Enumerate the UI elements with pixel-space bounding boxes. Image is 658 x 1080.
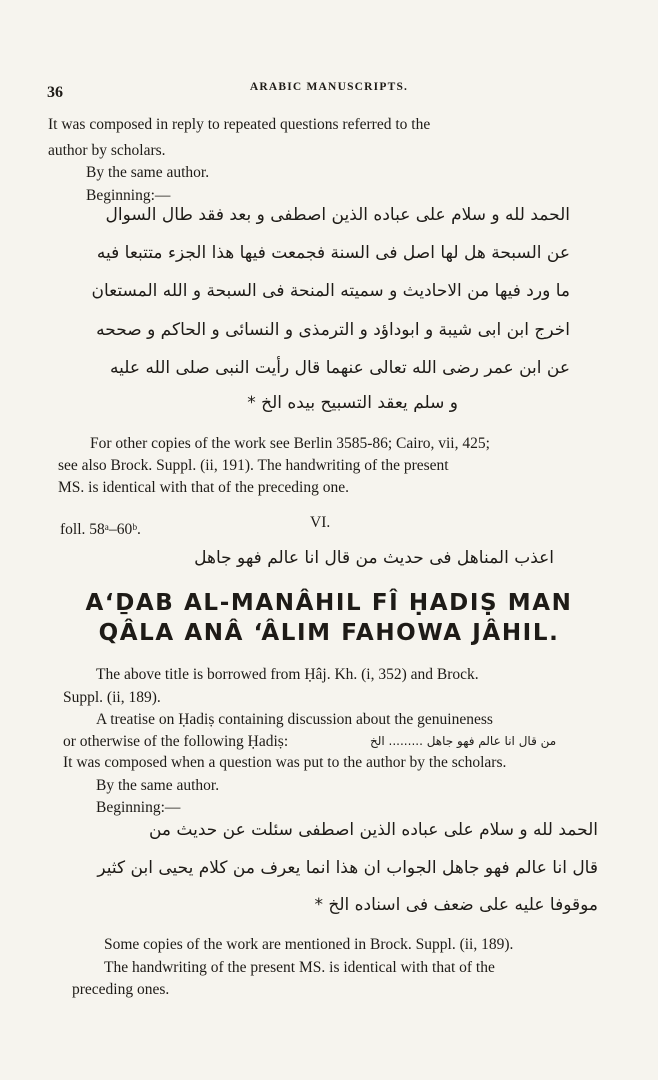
entry2-para2-line-1: A treatise on Ḥadiṣ containing discussion about the genuineness: [96, 711, 493, 728]
entry2-inline-arabic: من قال انا عالم فهو جاهل ......... الخ: [370, 734, 557, 748]
entry2-note-line-2: The handwriting of the present MS. is identical with that of the: [104, 959, 495, 976]
entry2-title-line-1: A‘ḎAB AL-MANÂHIL FÎ ḤADIṢ MAN: [85, 590, 573, 616]
entry1-author: By the same author.: [86, 164, 210, 181]
entry2-arabic-line-2: قال انا عالم فهو جاهل الجواب ان هذا انما يعرف من كلام يحيى ابن كثير: [97, 858, 598, 878]
running-head: ARABIC MANUSCRIPTS.: [249, 81, 409, 93]
entry1-arabic-line-2: عن السبحة هل لها اصل فى السنة فجمعت فيها هذا الجزء متتبعا فيه: [96, 243, 570, 263]
entry1-arabic-line-6: و سلم يعقد التسبيح بيده الخ *: [247, 393, 458, 413]
entry1-note-line-2: see also Brock. Suppl. (ii, 191). The handwriting of the present: [58, 457, 449, 474]
entry1-arabic-line-5: عن ابن عمر رضى الله تعالى عنهما قال رأيت النبى صلى الله عليه: [110, 358, 570, 378]
entry2-arabic-line-3: موقوفا عليه على ضعف فى اسناده الخ *: [314, 895, 598, 915]
entry2-beginning-label: Beginning:—: [96, 799, 181, 816]
entry1-line-1: It was composed in reply to repeated questions referred to the: [48, 116, 431, 133]
page-number: 36: [47, 84, 63, 101]
entry2-arabic-title: اعذب المناهل فى حديث من قال انا عالم فهو جاهل: [194, 548, 554, 568]
entry1-note-line-3: MS. is identical with that of the preceding one.: [58, 479, 349, 496]
entry2-arabic-line-1: الحمد لله و سلام على عباده الذين اصطفى سئلت عن حديث من: [148, 820, 598, 840]
entry2-numeral: VI.: [310, 514, 331, 531]
entry2-para1-line-2: Suppl. (ii, 189).: [63, 689, 161, 706]
entry2-para2-line-2: or otherwise of the following Ḥadiṣ:: [63, 733, 289, 750]
entry2-title-line-2: QÂLA ANÂ ‘ÂLIM FAHOWA JÂHIL.: [98, 620, 560, 646]
entry2-para2-line-3: It was composed when a question was put to the author by the scholars.: [63, 754, 507, 771]
entry2-author: By the same author.: [96, 777, 220, 794]
entry2-folio: foll. 58ᵃ–60ᵇ.: [60, 521, 141, 538]
entry1-arabic-line-4: اخرج ابن ابى شيبة و ابوداؤد و الترمذى و النسائى و الحاكم و صححه: [96, 320, 570, 340]
entry1-note-line-1: For other copies of the work see Berlin 3585-86; Cairo, vii, 425;: [90, 435, 490, 452]
entry1-line-2: author by scholars.: [48, 142, 166, 159]
entry1-arabic-line-1: الحمد لله و سلام على عباده الذين اصطفى و بعد فقد طال السوال: [105, 205, 570, 225]
entry2-note-line-3: preceding ones.: [72, 981, 170, 998]
entry2-note-line-1: Some copies of the work are mentioned in Brock. Suppl. (ii, 189).: [104, 936, 514, 953]
entry1-beginning-label: Beginning:—: [86, 187, 171, 204]
entry2-para1-line-1: The above title is borrowed from Ḥâj. Kh. (i, 352) and Brock.: [96, 666, 479, 683]
entry1-arabic-line-3: ما ورد فيها من الاحاديث و سميته المنحة فى السبحة و الله المستعان: [91, 281, 570, 301]
